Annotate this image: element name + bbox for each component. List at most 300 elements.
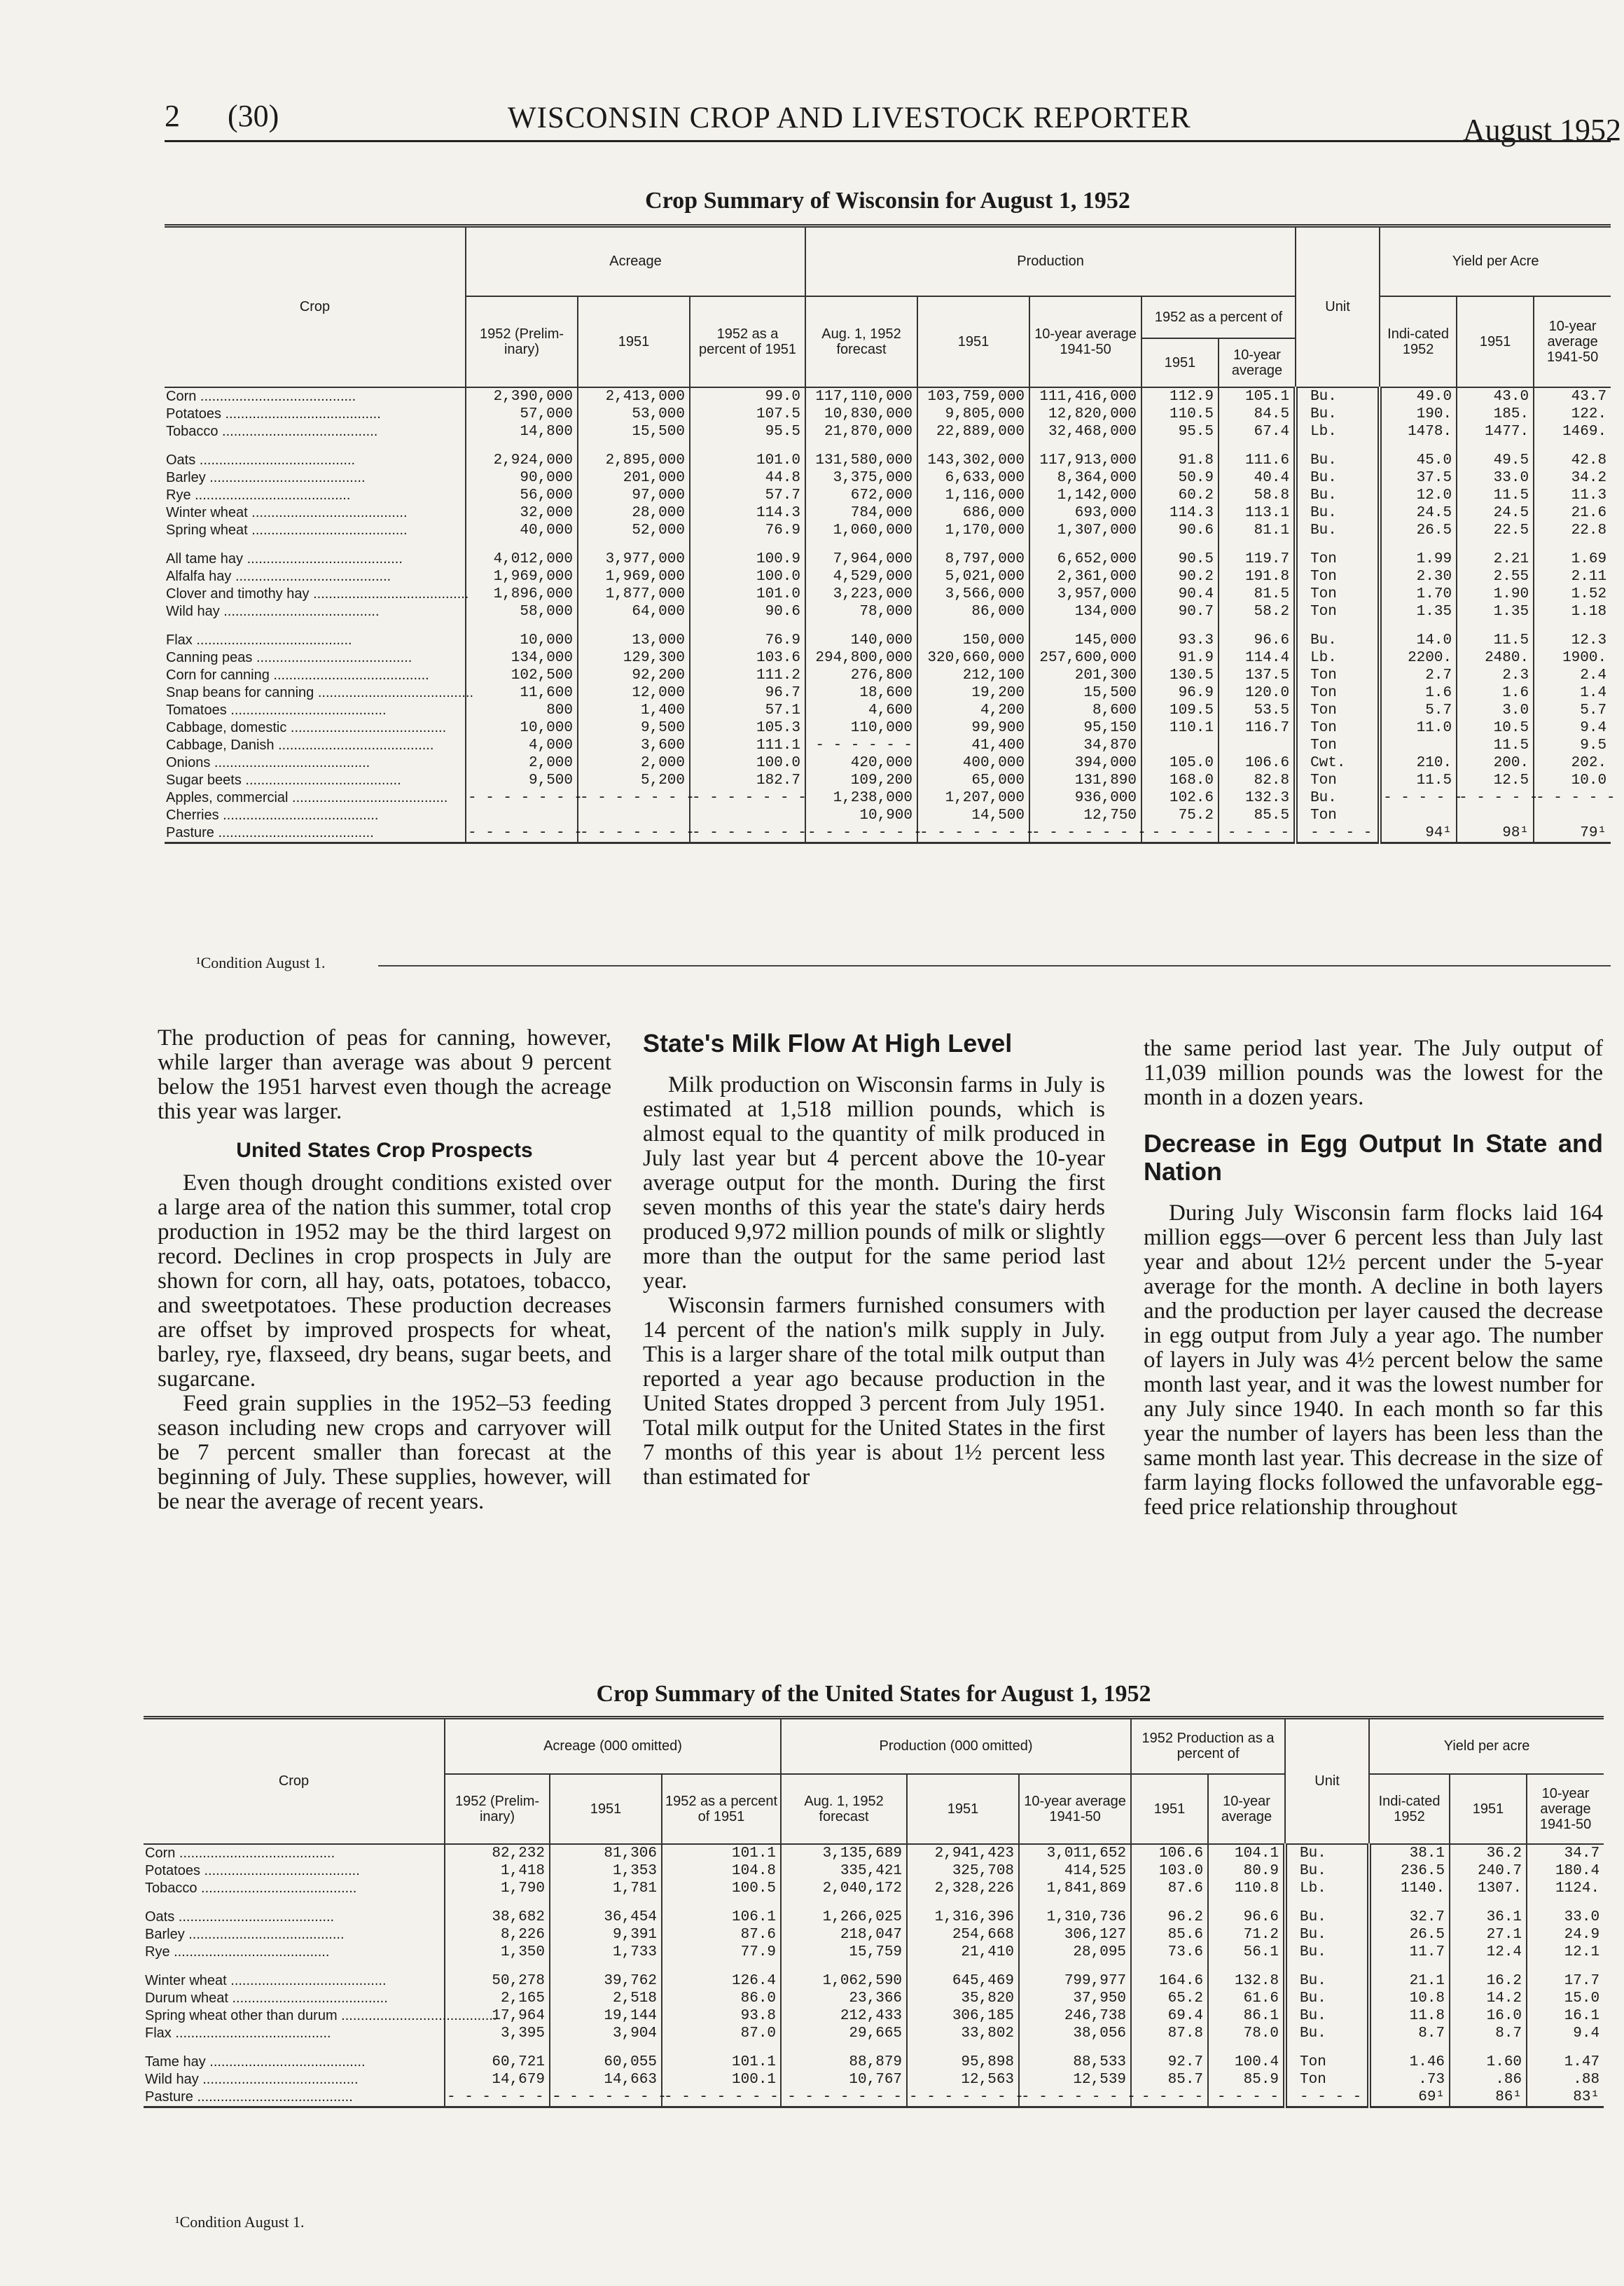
crop-name: Tomatoes ........................................	[166, 702, 387, 718]
header-acre-1951: 1951	[578, 296, 690, 387]
value-cell: 3,957,000	[1029, 586, 1141, 603]
value-cell: 294,800,000	[805, 649, 917, 667]
value-cell: 12.5	[1457, 772, 1534, 789]
us-footnote: ¹Condition August 1.	[175, 2213, 305, 2231]
header-acre-1952: 1952 (Prelim-inary)	[445, 1774, 550, 1844]
value-cell: 784,000	[805, 504, 917, 522]
value-cell: 2.4	[1534, 667, 1611, 684]
value-cell: - - - -	[1131, 2088, 1208, 2107]
value-cell: 60,721	[445, 2042, 550, 2071]
unit-cell: Bu.	[1296, 621, 1380, 649]
value-cell: 185.	[1457, 406, 1534, 423]
value-cell: 2,361,000	[1029, 568, 1141, 586]
value-cell: 3,135,689	[781, 1844, 907, 1862]
value-cell: 6,633,000	[917, 469, 1029, 487]
value-cell: 33,802	[907, 2025, 1019, 2042]
value-cell: 92.7	[1131, 2042, 1208, 2071]
wisconsin-crop-table	[165, 224, 1616, 844]
value-cell: 10,900	[805, 807, 917, 824]
value-cell: 1.47	[1527, 2042, 1604, 2071]
value-cell: 76.9	[690, 522, 805, 539]
value-cell: 1.69	[1534, 539, 1611, 568]
value-cell: 85.9	[1208, 2071, 1285, 2088]
value-cell: 3,375,000	[805, 469, 917, 487]
value-cell: 110.8	[1208, 1880, 1285, 1897]
value-cell: - - - - - - -	[466, 824, 578, 843]
value-cell: 90.6	[690, 603, 805, 621]
value-cell: 105.0	[1141, 754, 1219, 772]
value-cell: 131,890	[1029, 772, 1141, 789]
value-cell: 1,142,000	[1029, 487, 1141, 504]
value-cell: 28,000	[578, 504, 690, 522]
value-cell: 1.6	[1457, 684, 1534, 702]
value-cell: 4,200	[917, 702, 1029, 719]
value-cell: 112.9	[1141, 387, 1219, 406]
value-cell: 145,000	[1029, 621, 1141, 649]
value-cell: 111.1	[690, 737, 805, 754]
value-cell: 36.2	[1450, 1844, 1527, 1862]
yield-cell	[1380, 807, 1457, 824]
value-cell: 109.5	[1141, 702, 1219, 719]
yield-cell: 12.0	[1380, 487, 1457, 504]
value-cell: 84.5	[1219, 406, 1296, 423]
crop-name: Wild hay ........................................	[166, 603, 380, 619]
value-cell: 5.7	[1534, 702, 1611, 719]
crop-name: Pasture ........................................	[145, 2088, 353, 2105]
unit-cell: Bu.	[1296, 441, 1380, 469]
value-cell: 42.8	[1534, 441, 1611, 469]
value-cell	[1219, 737, 1296, 754]
value-cell: 15,500	[578, 423, 690, 441]
table-row	[144, 1897, 1604, 1926]
value-cell: 105.1	[1219, 387, 1296, 406]
value-cell: 12.4	[1450, 1944, 1527, 1961]
value-cell: 24.5	[1457, 504, 1534, 522]
table-row	[144, 1990, 1604, 2007]
value-cell: 15.0	[1527, 1990, 1604, 2007]
value-cell	[1534, 807, 1611, 824]
value-cell: 5,200	[578, 772, 690, 789]
yield-cell: 1.46	[1369, 2042, 1450, 2071]
value-cell: 9,805,000	[917, 406, 1029, 423]
value-cell: 27.1	[1450, 1926, 1527, 1944]
unit-cell: Lb.	[1296, 423, 1380, 441]
value-cell: 16.1	[1527, 2007, 1604, 2025]
value-cell: 936,000	[1029, 789, 1141, 807]
yield-cell: 21.1	[1369, 1961, 1450, 1990]
value-cell: 96.6	[1219, 621, 1296, 649]
value-cell: 9,500	[466, 772, 578, 789]
value-cell: 44.8	[690, 469, 805, 487]
value-cell: 2,518	[550, 1990, 662, 2007]
value-cell: 246,738	[1019, 2007, 1131, 2025]
value-cell: 64,000	[578, 603, 690, 621]
value-cell: 77.9	[662, 1944, 781, 1961]
yield-cell: 2200.	[1380, 649, 1457, 667]
value-cell: 53,000	[578, 406, 690, 423]
value-cell: 32,468,000	[1029, 423, 1141, 441]
value-cell: 212,100	[917, 667, 1029, 684]
value-cell: 117,110,000	[805, 387, 917, 406]
value-cell: 15,500	[1029, 684, 1141, 702]
table-row	[144, 1926, 1604, 1944]
crop-name: Rye ........................................	[166, 487, 351, 503]
value-cell: 2,895,000	[578, 441, 690, 469]
crop-name: Corn for canning ........................................	[166, 667, 429, 683]
value-cell: 88,533	[1019, 2042, 1131, 2071]
value-cell: - - - -	[1219, 824, 1296, 843]
table-row	[165, 522, 1611, 539]
value-cell: 1.18	[1534, 603, 1611, 621]
value-cell: 10,830,000	[805, 406, 917, 423]
value-cell: 34.2	[1534, 469, 1611, 487]
table-row	[144, 2007, 1604, 2025]
yield-cell: 11.0	[1380, 719, 1457, 737]
value-cell: 4,012,000	[466, 539, 578, 568]
milk-output-paragraph: the same period last year. The July output of 11,039 million pounds was the lowest for the month in a dozen years.	[1144, 1036, 1603, 1110]
unit-cell: Cwt.	[1296, 754, 1380, 772]
value-cell: 12,563	[907, 2071, 1019, 2088]
value-cell: 90.2	[1141, 568, 1219, 586]
value-cell: 87.8	[1131, 2025, 1208, 2042]
yield-cell: 1.6	[1380, 684, 1457, 702]
header-prod-10yr: 10-year average 1941-50	[1019, 1774, 1131, 1844]
unit-cell: Ton	[1296, 539, 1380, 568]
header-acre-1951: 1951	[550, 1774, 662, 1844]
page-number: 2	[165, 99, 180, 133]
article-column-3	[1144, 1037, 1603, 1520]
yield-cell: 38.1	[1369, 1844, 1450, 1862]
yield-cell: 11.5	[1380, 772, 1457, 789]
value-cell: - - - - - - -	[690, 789, 805, 807]
value-cell: 2480.	[1457, 649, 1534, 667]
value-cell: 43.0	[1457, 387, 1534, 406]
value-cell: 56.1	[1208, 1944, 1285, 1961]
value-cell: 96.9	[1141, 684, 1219, 702]
value-cell: 9.4	[1527, 2025, 1604, 2042]
value-cell	[466, 807, 578, 824]
crop-name: Tobacco ........................................	[145, 1880, 357, 1896]
crop-name: Winter wheat ........................................	[145, 1972, 387, 1988]
value-cell: 14,500	[917, 807, 1029, 824]
unit-cell: Lb.	[1285, 1880, 1369, 1897]
crop-name: Flax ........................................	[166, 632, 352, 648]
value-cell: 12,820,000	[1029, 406, 1141, 423]
crop-name: All tame hay ........................................	[166, 550, 403, 567]
value-cell: 101.0	[690, 586, 805, 603]
value-cell: 106.1	[662, 1897, 781, 1926]
unit-cell: Bu.	[1285, 2007, 1369, 2025]
value-cell: 60,055	[550, 2042, 662, 2071]
wisconsin-table-title: Crop Summary of Wisconsin for August 1, 1952	[645, 188, 1130, 214]
value-cell: 11,600	[466, 684, 578, 702]
value-cell: 56,000	[466, 487, 578, 504]
value-cell: 5,021,000	[917, 568, 1029, 586]
value-cell: 1,877,000	[578, 586, 690, 603]
crop-name: Pasture ........................................	[166, 824, 374, 840]
value-cell: 24.9	[1527, 1926, 1604, 1944]
unit-cell: Ton	[1285, 2071, 1369, 2088]
value-cell: 114.3	[690, 504, 805, 522]
yield-cell: 14.0	[1380, 621, 1457, 649]
value-cell: 80.9	[1208, 1862, 1285, 1880]
value-cell: 101.1	[662, 1844, 781, 1862]
crop-name: Alfalfa hay ........................................	[166, 568, 391, 584]
value-cell: 95.5	[1141, 423, 1219, 441]
header-acre-pct: 1952 as a percent of 1951	[662, 1774, 781, 1844]
yield-cell: 32.7	[1369, 1897, 1450, 1926]
value-cell: .88	[1527, 2071, 1604, 2088]
header-prod-aug: Aug. 1, 1952 forecast	[805, 296, 917, 387]
value-cell: 105.3	[690, 719, 805, 737]
value-cell: 11.3	[1534, 487, 1611, 504]
wisconsin-footnote: ¹Condition August 1.	[196, 954, 326, 971]
value-cell: 106.6	[1131, 1844, 1208, 1862]
value-cell: 57.7	[690, 487, 805, 504]
value-cell: 110.5	[1141, 406, 1219, 423]
value-cell: - - - - - - -	[550, 2088, 662, 2107]
value-cell: 29,665	[781, 2025, 907, 2042]
header-yield-indicated: Indi-cated 1952	[1369, 1774, 1450, 1844]
value-cell: 76.9	[690, 621, 805, 649]
header-prod-aug: Aug. 1, 1952 forecast	[781, 1774, 907, 1844]
yield-cell: 10.8	[1369, 1990, 1450, 2007]
value-cell: 111,416,000	[1029, 387, 1141, 406]
value-cell: 122.	[1534, 406, 1611, 423]
value-cell: 1,266,025	[781, 1897, 907, 1926]
value-cell: - - - -	[1208, 2088, 1285, 2107]
value-cell: 101.1	[662, 2042, 781, 2071]
value-cell: 240.7	[1450, 1862, 1527, 1880]
value-cell: 75.2	[1141, 807, 1219, 824]
milk-supply-paragraph: Wisconsin farmers furnished consumers with 14 percent of the nation's milk supply in July. This is a larger share of the total milk output than reported a year ago because production in the United States dropped 3 percent from July 1951. Total milk output for the United States in the first 7 months of this year is about 1½ percent less than estimated for	[643, 1293, 1105, 1490]
value-cell: 132.3	[1219, 789, 1296, 807]
value-cell: 95,898	[907, 2042, 1019, 2071]
value-cell: 2,328,226	[907, 1880, 1019, 1897]
value-cell: 1,896,000	[466, 586, 578, 603]
crop-name: Onions ........................................	[166, 754, 370, 770]
value-cell: 7,964,000	[805, 539, 917, 568]
value-cell: 106.6	[1219, 754, 1296, 772]
value-cell: 109,200	[805, 772, 917, 789]
yield-cell: 11.8	[1369, 2007, 1450, 2025]
unit-cell: Bu.	[1296, 387, 1380, 406]
value-cell: 100.5	[662, 1880, 781, 1897]
value-cell: 14,679	[445, 2071, 550, 2088]
value-cell: 104.1	[1208, 1844, 1285, 1862]
us-table-title: Crop Summary of the United States for August 1, 1952	[596, 1681, 1151, 1707]
header-pct-10yr: 10-year average	[1219, 338, 1296, 387]
table-row	[144, 1961, 1604, 1990]
value-cell: 14,800	[466, 423, 578, 441]
value-cell: 1.4	[1534, 684, 1611, 702]
article-column-1	[158, 1026, 611, 1514]
value-cell: 131,580,000	[805, 441, 917, 469]
value-cell: - - - - - - -	[466, 789, 578, 807]
value-cell: 134,000	[1029, 603, 1141, 621]
value-cell: 86,000	[917, 603, 1029, 621]
value-cell: 23,366	[781, 1990, 907, 2007]
header-prod-pct: 1952 Production as a percent of	[1131, 1718, 1285, 1774]
value-cell: 98¹	[1457, 824, 1534, 843]
value-cell: 50.9	[1141, 469, 1219, 487]
table-row	[144, 2088, 1604, 2107]
crop-name: Potatoes ........................................	[166, 406, 381, 422]
value-cell: 1.35	[1457, 603, 1534, 621]
table-row	[165, 719, 1611, 737]
header-production: Production	[805, 226, 1296, 296]
yield-cell: 190.	[1380, 406, 1457, 423]
value-cell: 67.4	[1219, 423, 1296, 441]
value-cell: - - - - - - -	[445, 2088, 550, 2107]
unit-cell: Bu.	[1285, 1990, 1369, 2007]
header-yield: Yield per acre	[1369, 1718, 1604, 1774]
value-cell: 276,800	[805, 667, 917, 684]
table-row	[165, 586, 1611, 603]
value-cell: 107.5	[690, 406, 805, 423]
value-cell: 1,062,590	[781, 1961, 907, 1990]
header-crop: Crop	[144, 1718, 445, 1844]
value-cell: 1,969,000	[578, 568, 690, 586]
value-cell: 97,000	[578, 487, 690, 504]
yield-cell: 1.35	[1380, 603, 1457, 621]
crop-name: Apples, commercial ........................................	[166, 789, 448, 805]
value-cell: 2,924,000	[466, 441, 578, 469]
value-cell: 693,000	[1029, 504, 1141, 522]
value-cell: 1,316,396	[907, 1897, 1019, 1926]
value-cell: 91.9	[1141, 649, 1219, 667]
table-row	[144, 1880, 1604, 1897]
unit-cell: Ton	[1296, 807, 1380, 824]
value-cell: 100.4	[1208, 2042, 1285, 2071]
value-cell: 11.5	[1457, 487, 1534, 504]
value-cell: - - - - - - -	[805, 824, 917, 843]
header-acre-1952: 1952 (Prelim-inary)	[466, 296, 578, 387]
value-cell: 93.3	[1141, 621, 1219, 649]
value-cell: 1,116,000	[917, 487, 1029, 504]
value-cell: 90.6	[1141, 522, 1219, 539]
value-cell: 120.0	[1219, 684, 1296, 702]
value-cell: - - - - - - -	[907, 2088, 1019, 2107]
value-cell: .86	[1450, 2071, 1527, 2088]
unit-cell: Ton	[1296, 684, 1380, 702]
yield-cell: 26.5	[1369, 1926, 1450, 1944]
value-cell: 71.2	[1208, 1926, 1285, 1944]
crop-name: Barley ........................................	[145, 1926, 345, 1942]
value-cell: 14,663	[550, 2071, 662, 2088]
value-cell: 2,000	[466, 754, 578, 772]
value-cell: - - - - - - -	[578, 789, 690, 807]
value-cell: 52,000	[578, 522, 690, 539]
value-cell: 117,913,000	[1029, 441, 1141, 469]
value-cell: 9.4	[1534, 719, 1611, 737]
table-row	[165, 737, 1611, 754]
header-prod-pct: 1952 as a percent of	[1141, 296, 1296, 338]
value-cell: 19,144	[550, 2007, 662, 2025]
table-row	[165, 824, 1611, 843]
value-cell: 111.2	[690, 667, 805, 684]
value-cell: 12.1	[1527, 1944, 1604, 1961]
crop-name: Canning peas ........................................	[166, 649, 412, 665]
value-cell: 1,238,000	[805, 789, 917, 807]
value-cell: 16.2	[1450, 1961, 1527, 1990]
crop-name: Wild hay ........................................	[145, 2071, 359, 2087]
value-cell: 191.8	[1219, 568, 1296, 586]
value-cell: - - - - - - -	[578, 824, 690, 843]
yield-cell: 236.5	[1369, 1862, 1450, 1880]
table-row	[165, 702, 1611, 719]
value-cell: 8,600	[1029, 702, 1141, 719]
unit-cell: Ton	[1296, 568, 1380, 586]
milk-flow-heading: State's Milk Flow At High Level	[643, 1029, 1013, 1058]
unit-cell: Bu.	[1285, 1961, 1369, 1990]
value-cell: 1124.	[1527, 1880, 1604, 1897]
value-cell: - - - - - - -	[781, 2088, 907, 2107]
crop-name: Sugar beets ........................................	[166, 772, 401, 788]
value-cell: 86.0	[662, 1990, 781, 2007]
value-cell: 22,889,000	[917, 423, 1029, 441]
unit-cell: Ton	[1296, 702, 1380, 719]
table-row	[144, 2071, 1604, 2088]
value-cell: 420,000	[805, 754, 917, 772]
value-cell: - - - - - - -	[1019, 2088, 1131, 2107]
table-row	[165, 789, 1611, 807]
value-cell: 12.3	[1534, 621, 1611, 649]
value-cell: 9,500	[578, 719, 690, 737]
value-cell: 100.1	[662, 2071, 781, 2088]
value-cell: 81,306	[550, 1844, 662, 1862]
crop-name: Spring wheat ........................................	[166, 522, 408, 538]
value-cell: 99,900	[917, 719, 1029, 737]
value-cell: 21.6	[1534, 504, 1611, 522]
crop-prospects-paragraph: Even though drought conditions existed over a large area of the nation this summer, total crop production in 1952 may be the third largest on record. Declines in crop prospects in July are shown for corn, all hay, oats, potatoes, tobacco, and sweetpotatoes. These production decreases are offset by improved prospects for wheat, barley, rye, flaxseed, dry beans, sugar beets, and sugarcane.	[158, 1170, 611, 1392]
value-cell: 90.4	[1141, 586, 1219, 603]
value-cell: 114.4	[1219, 649, 1296, 667]
value-cell: 414,525	[1019, 1862, 1131, 1880]
unit-cell: Bu.	[1285, 1926, 1369, 1944]
crop-name: Cabbage, domestic ........................................	[166, 719, 447, 735]
value-cell: 129,300	[578, 649, 690, 667]
section-number: (30)	[228, 99, 279, 133]
value-cell: 95.5	[690, 423, 805, 441]
value-cell: 1,310,736	[1019, 1897, 1131, 1926]
value-cell: 116.7	[1219, 719, 1296, 737]
value-cell: 134,000	[466, 649, 578, 667]
header-yield-1951: 1951	[1450, 1774, 1527, 1844]
table-row	[165, 504, 1611, 522]
value-cell	[578, 807, 690, 824]
yield-cell: 49.0	[1380, 387, 1457, 406]
value-cell: 1477.	[1457, 423, 1534, 441]
yield-cell: 45.0	[1380, 441, 1457, 469]
header-acreage: Acreage (000 omitted)	[445, 1718, 781, 1774]
value-cell: 1,353	[550, 1862, 662, 1880]
value-cell: - - - - - - -	[1029, 824, 1141, 843]
header-pct-1951: 1951	[1131, 1774, 1208, 1844]
value-cell: 34.7	[1527, 1844, 1604, 1862]
yield-cell: 37.5	[1380, 469, 1457, 487]
value-cell: 61.6	[1208, 1990, 1285, 2007]
value-cell: 12,750	[1029, 807, 1141, 824]
value-cell: 168.0	[1141, 772, 1219, 789]
value-cell: 3,904	[550, 2025, 662, 2042]
value-cell: 201,000	[578, 469, 690, 487]
issue-date: August 1952	[1462, 113, 1621, 147]
value-cell: 17,964	[445, 2007, 550, 2025]
value-cell: 1,841,869	[1019, 1880, 1131, 1897]
value-cell: 103,759,000	[917, 387, 1029, 406]
unit-cell: Ton	[1296, 603, 1380, 621]
